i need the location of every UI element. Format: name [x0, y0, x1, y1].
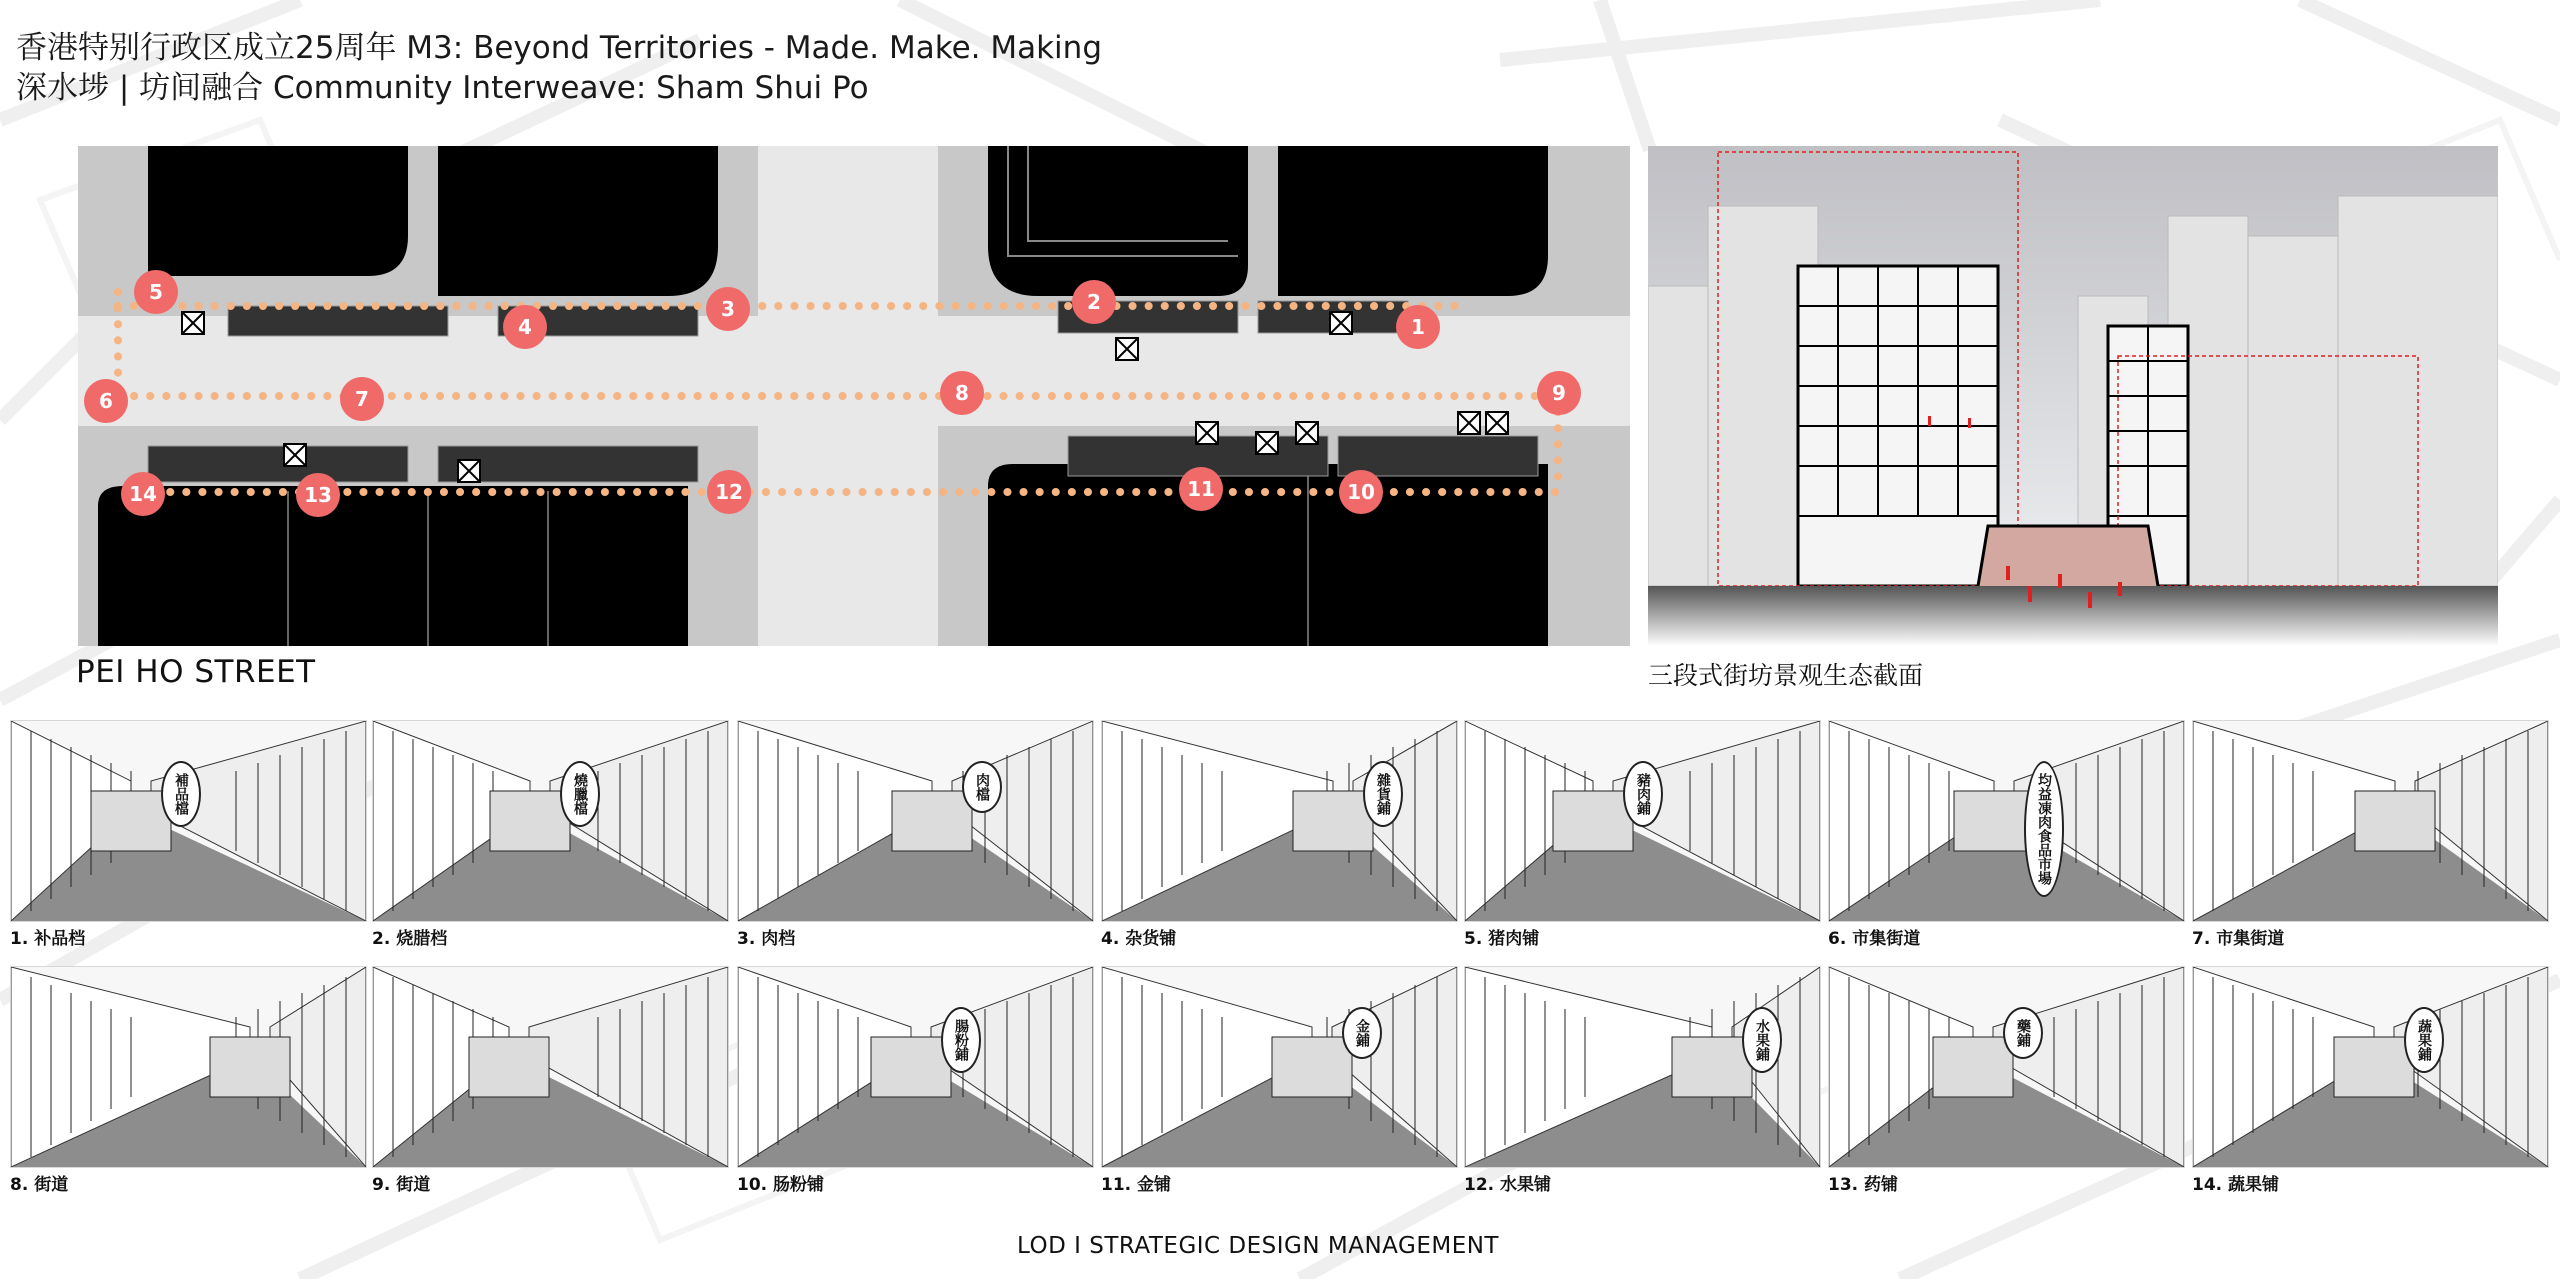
plan-caption: PEI HO STREET: [76, 654, 316, 690]
street-sketch: [373, 721, 728, 921]
thumbnail-3[interactable]: [737, 720, 1094, 922]
street-section: [1648, 146, 2498, 646]
thumbnail-label-5: 5. 猪肉铺: [1464, 929, 1540, 949]
thumbnail-6[interactable]: [1828, 720, 2185, 922]
shop-sign: 水果鋪: [1742, 1007, 1782, 1073]
marker-1[interactable]: [1396, 305, 1440, 349]
thumbnail-14[interactable]: [2192, 966, 2549, 1168]
thumbnail-label-14: 14. 蔬果铺: [2192, 1175, 2280, 1195]
thumbnail-5[interactable]: [1464, 720, 1821, 922]
shop-sign: 肉檔: [962, 761, 1002, 813]
thumbnail-label-13: 13. 药铺: [1828, 1175, 1899, 1195]
shop-sign: 腸粉鋪: [941, 1007, 981, 1073]
marker-10[interactable]: [1339, 470, 1383, 514]
marker-6[interactable]: [84, 379, 128, 423]
svg-text:1: 1: [1411, 315, 1425, 339]
section-drawing: [1648, 146, 2498, 646]
board-subtitle: 深水埗 | 坊间融合 Community Interweave: Sham Shui Po: [16, 70, 869, 106]
plan-markers: [78, 146, 1630, 646]
shop-sign: 雜貨鋪: [1363, 761, 1403, 827]
street-sketch: [1829, 967, 2184, 1167]
shop-sign: 藥鋪: [2003, 1007, 2043, 1059]
svg-text:2: 2: [1087, 290, 1101, 314]
thumbnail-label-10: 10. 肠粉铺: [737, 1175, 825, 1195]
shop-sign: 燒臘檔: [560, 761, 600, 827]
thumbnail-13[interactable]: [1828, 966, 2185, 1168]
marker-4[interactable]: [503, 305, 547, 349]
thumbnail-label-3: 3. 肉档: [737, 929, 796, 949]
svg-text:9: 9: [1552, 381, 1566, 405]
street-sketch: [1102, 967, 1457, 1167]
street-plan: [78, 146, 1630, 646]
street-sketch: [2193, 721, 2548, 921]
marker-5[interactable]: [134, 270, 178, 314]
svg-text:4: 4: [518, 315, 532, 339]
svg-text:10: 10: [1347, 480, 1375, 504]
section-caption: 三段式街坊景观生态截面: [1648, 661, 1924, 690]
svg-text:12: 12: [715, 480, 743, 504]
thumbnail-7[interactable]: [2192, 720, 2549, 922]
thumbnail-12[interactable]: [1464, 966, 1821, 1168]
thumbnail-label-6: 6. 市集街道: [1828, 929, 1921, 949]
street-sketch: [738, 967, 1093, 1167]
thumbnail-label-8: 8. 街道: [10, 1175, 69, 1195]
svg-text:3: 3: [721, 297, 735, 321]
footer-text: LOD I STRATEGIC DESIGN MANAGEMENT: [1017, 1233, 1499, 1259]
svg-text:14: 14: [129, 482, 157, 506]
marker-2[interactable]: [1072, 280, 1116, 324]
thumbnail-10[interactable]: [737, 966, 1094, 1168]
board-title: 香港特别行政区成立25周年 M3: Beyond Territories - Made. Make. Making: [16, 30, 1102, 66]
street-sketch: [373, 967, 728, 1167]
thumbnail-label-11: 11. 金铺: [1101, 1175, 1172, 1195]
thumbnail-label-12: 12. 水果铺: [1464, 1175, 1552, 1195]
marker-8[interactable]: [940, 371, 984, 415]
shop-sign: 蔬果鋪: [2404, 1007, 2444, 1073]
thumbnail-label-9: 9. 街道: [372, 1175, 431, 1195]
street-sketch: [738, 721, 1093, 921]
svg-text:5: 5: [149, 280, 163, 304]
thumbnail-2[interactable]: [372, 720, 729, 922]
marker-14[interactable]: [121, 472, 165, 516]
shop-sign: 均益凍肉食品市場: [2024, 761, 2064, 897]
svg-text:11: 11: [1187, 477, 1215, 501]
shop-sign: 補品檔: [161, 761, 201, 827]
marker-11[interactable]: [1179, 467, 1223, 511]
thumbnail-9[interactable]: [372, 966, 729, 1168]
thumbnail-label-2: 2. 烧腊档: [372, 929, 448, 949]
thumbnail-8[interactable]: [10, 966, 367, 1168]
thumbnail-label-1: 1. 补品档: [10, 929, 86, 949]
shop-sign: 金鋪: [1342, 1007, 1382, 1059]
marker-13[interactable]: [296, 473, 340, 517]
thumbnail-label-4: 4. 杂货铺: [1101, 929, 1177, 949]
marker-3[interactable]: [706, 287, 750, 331]
shop-sign: 豬肉鋪: [1623, 761, 1663, 827]
svg-text:13: 13: [304, 483, 332, 507]
street-sketch: [1829, 721, 2184, 921]
marker-9[interactable]: [1537, 371, 1581, 415]
thumbnail-label-7: 7. 市集街道: [2192, 929, 2285, 949]
marker-7[interactable]: [340, 377, 384, 421]
street-sketch: [2193, 967, 2548, 1167]
thumbnail-11[interactable]: [1101, 966, 1458, 1168]
thumbnail-4[interactable]: [1101, 720, 1458, 922]
svg-text:6: 6: [99, 389, 113, 413]
thumbnail-1[interactable]: [10, 720, 367, 922]
svg-text:8: 8: [955, 381, 969, 405]
svg-text:7: 7: [355, 387, 369, 411]
street-sketch: [1102, 721, 1457, 921]
marker-12[interactable]: [707, 470, 751, 514]
street-sketch: [11, 967, 366, 1167]
